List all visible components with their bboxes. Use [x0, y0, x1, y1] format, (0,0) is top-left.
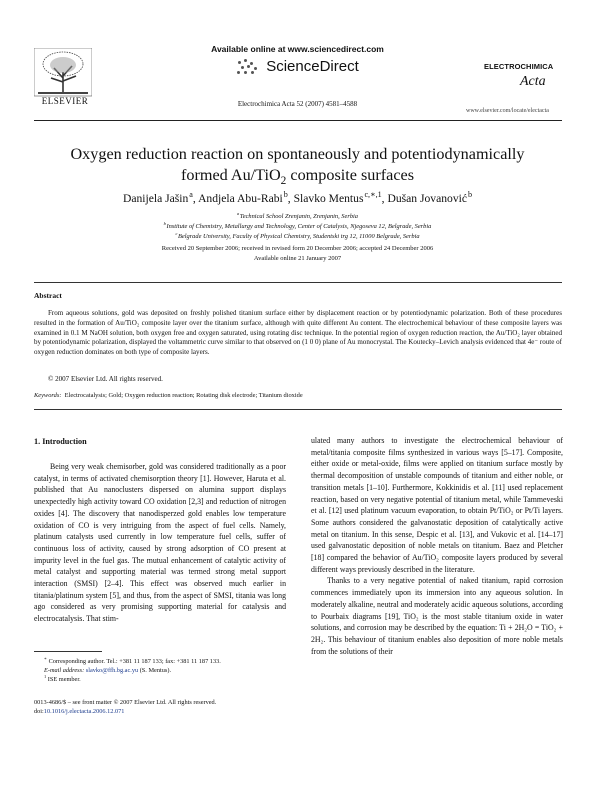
ise-member-note: $^1$ ISE member.	[44, 674, 81, 684]
author-email-link[interactable]: slavko@ffh.bg.ac.yu	[85, 666, 139, 674]
publisher-name: ELSEVIER	[41, 96, 89, 106]
available-online-text: Available online at www.sciencedirect.com	[211, 44, 384, 54]
issn-line: 0013-4686/$ – see front matter © 2007 Elsevier Ltd. All rights reserved.	[34, 699, 217, 706]
author[interactable]: Andjela Abu-Rabi	[198, 191, 283, 205]
journal-name-acta: Acta	[520, 74, 546, 89]
section-heading-introduction: 1. Introduction	[34, 437, 87, 446]
doi-line: doi:10.1016/j.electacta.2006.12.071	[34, 708, 125, 715]
author[interactable]: Dušan Jovanović	[387, 191, 468, 205]
copyright-line: © 2007 Elsevier Ltd. All rights reserved.	[48, 375, 163, 383]
intro-paragraph: Thanks to a very negative potential of naked titanium, rapid corrosion commences immediately upon its immersion into any aqueous solution. In moderately alkaline, neutral and moderately acidic aqueous solutions, according to Pourbaix diagrams [19], TiO₂ is the most stable titanium oxide in water solutions, and corrosion may be described by the equation: Ti + 2H₂O = TiO₂ + 2H₂. This behaviour of titanium enables also deposition of more noble metals from the solutions of their	[311, 576, 563, 656]
corresponding-author-note: ∗ Corresponding author. Tel.: +381 11 187 133; fax: +381 11 187 133. E-mail address: slavko@ffh.bg.ac.yu (S. Mentus).	[44, 656, 221, 674]
journal-citation: Electrochimica Acta 52 (2007) 4581–4588	[237, 100, 358, 108]
keywords-label: Keywords:	[34, 392, 62, 399]
abstract-bottom-divider	[34, 409, 562, 410]
affiliation: $^a$ Technical School Zrenjanin, Zrenjanin, Serbia	[236, 211, 358, 221]
keywords	[34, 392, 562, 399]
affiliation: $^b$ Institute of Chemistry, Metallurgy and Technology, Center of Catalysis, Njegoseva 12, Belgrade, Serbia	[163, 221, 432, 231]
received-dates: Received 20 September 2006; received in revised form 20 December 2006; accepted 24 December 2006	[161, 245, 434, 252]
abstract-body: From aqueous solutions, gold was deposited on freshly polished titanium surface either by displacement reaction or by potentiodynamic polarization. Both of these procedures resulted in the formation of Au/TiO₂ composite layer over the titanium surface, although with quite different Au content. The electrochemical behaviour of these composite layers was examined in 0.1 M NaOH solution, both oxygen free and oxygen saturated, using rotating disc technique. In the potential region of oxygen reduction reaction, the Au/TiO₂ layer obtained by potentiodynamic polarization, displayed the voltammetric curve similar to that observed on (1 0 0) plane of Au monocrystal. The Koutecky–Levich analysis evidenced that 4e⁻ route of oxygen reduction dominates on both type of composite layers.	[34, 309, 562, 357]
sciencedirect-dots-icon	[236, 59, 262, 75]
article-title	[0, 144, 595, 192]
intro-column-1: Being very weak chemisorber, gold was considered traditionally as a poor catalyst, in terms of activated chemisorption theory [1]. However, Haruta et al. published that Au nanoclusters dispersed on alumina support displays unexpectedly high activity toward CO oxidation [2,3] and reduction of nitrogen oxides [4]. The discovery that nanodisperzed gold enables low temperature oxidation of CO is very intriguing from the aspect of fuel cells. Namely, platinum catalysts used currently in low temperature fuel cells, suffer of continuous loss of activity, caused by strong adsorption of CO present at impurity level in the fuel gas. The mutual enhancement of catalytic activity of metal catalyst and supporting material was termed strong metal support interaction (SMSI) [2–4]. This effect was observed much earlier in titania/platinum system [5], and thus, from the aspect of SMSI, titania was long ago considered as very promising supporting material for catalysis and electrocatalysis. That stim-	[34, 462, 286, 624]
header-divider	[34, 120, 562, 121]
title-line-2: formed Au/TiO$_2$ composite surfaces	[180, 166, 415, 188]
intro-paragraph: ulated many authors to investigate the electrochemical behaviour of metal/titania composite films synthesized in various ways [5–17]. Composite, either oxide or metal-oxide, films were applied on titanium surface mostly by thermal decomposition of unstable compounds of titanium and either noble, or transition metals [1–10]. Furthermore, Kokkinidis et al. [11] used replacement reaction, based on very negative potential of titanium metal, while Tammeveski et al. [12] used platinum vacuum evaporation, to obtain Pt/TiO₂ or Pt/Ti layers. Some authors considered the galvanostatic deposition of catalytically active metal on titanium. In this sense, Despic et al. [13], and Vukovic et al. [14–17] used galvanostatic deposition of noble metals on titanium. Baez and Pletcher [18] compared the behavior of Au/TiO₂ composite layers produced by several different ways previously described in the literature.	[311, 436, 563, 574]
sciencedirect-brand: ScienceDirect	[266, 58, 359, 75]
keywords-list: Electrocatalysis; Gold; Oxygen reduction reaction; Rotating disk electrode; Titanium dioxide	[64, 392, 303, 399]
journal-url[interactable]: www.elsevier.com/locate/electacta	[466, 108, 549, 114]
online-date: Available online 21 January 2007	[253, 255, 342, 262]
author-list: Danijela Jašin $^a$, Andjela Abu-Rabi $^b$, Slavko Mentus $^{c,∗,1}$, Dušan Jovanović $^b$	[122, 190, 473, 205]
title-line-1: Oxygen reduction reaction on spontaneously and potentiodynamically	[70, 145, 525, 163]
intro-column-2	[311, 435, 563, 657]
author[interactable]: Slavko Mentus	[293, 191, 364, 205]
journal-name: ELECTROCHIMICA	[484, 62, 554, 71]
doi-link[interactable]: 10.1016/j.electacta.2006.12.071	[43, 708, 125, 715]
author[interactable]: Danijela Jašin	[122, 191, 189, 205]
footnote-divider	[34, 651, 102, 652]
abstract-heading: Abstract	[34, 291, 62, 300]
abstract-top-divider	[34, 282, 562, 283]
affiliation: $^c$ Belgrade University, Faculty of Physical Chemistry, Studentski trg 12, 11000 Belgrade, Serbia	[175, 231, 420, 241]
